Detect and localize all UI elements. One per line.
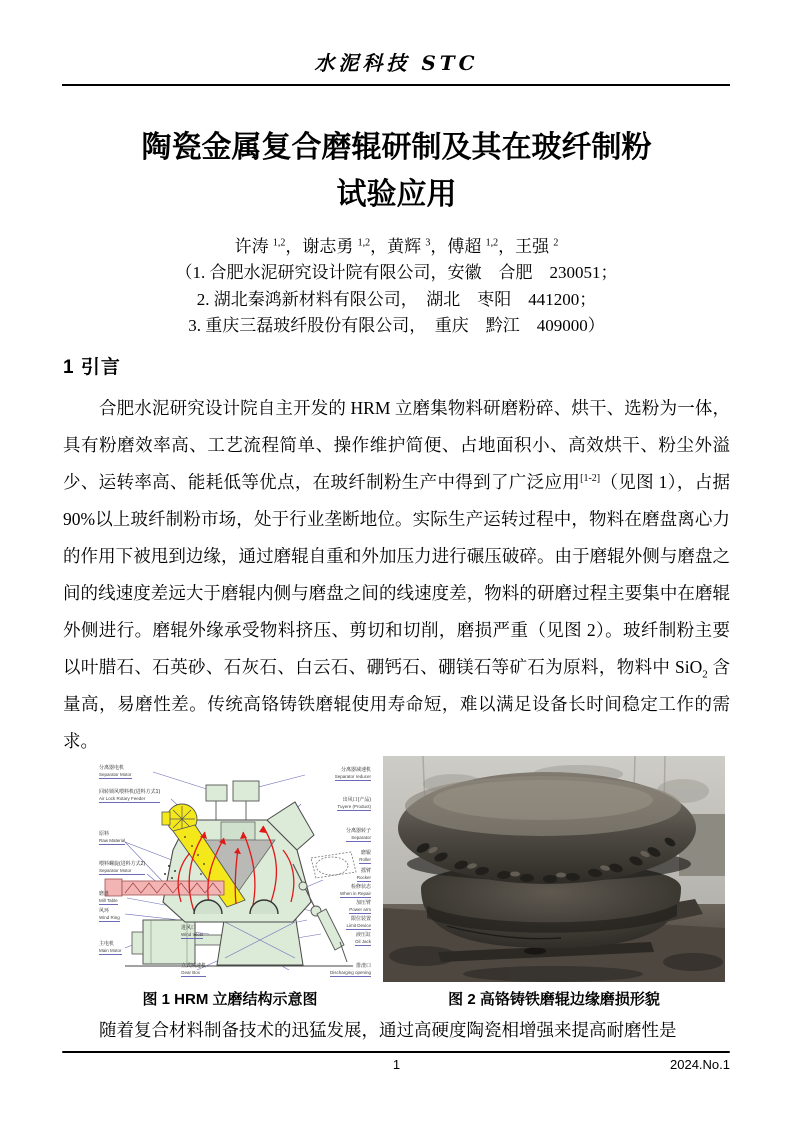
fig1-label-zh: 磨辊 [360, 850, 371, 856]
fig1-label-zh: 出风口(产品) [342, 797, 371, 803]
screw-feeder-shape [105, 879, 224, 896]
text-run: ，谢志勇 [285, 237, 358, 256]
tire-top-sheen [433, 780, 653, 820]
intro-paragraph-2: 随着复合材料制备技术的迅猛发展，通过高硬度陶瓷相增强来提高耐磨性是 [99, 1020, 677, 1040]
fig1-label-en: Raw Material [99, 837, 126, 843]
header-rule [62, 84, 730, 86]
affiliations [63, 260, 730, 340]
fig1-label-en: Roller [359, 856, 371, 862]
fig1-label-zh: 分离器转子 [345, 828, 371, 834]
superscript: 1,2 [357, 237, 371, 249]
separator-rotor-shape [221, 822, 255, 840]
worn-roller-photo-drawing [383, 756, 725, 982]
fig1-label-en: Air Lock Rotary Feeder [99, 795, 146, 801]
footer-rule [62, 1051, 730, 1053]
paper-title-line2: 试验应用 [336, 178, 457, 211]
fig1-label-en: Separator Motor [99, 867, 132, 873]
superscript: 3 [425, 237, 431, 249]
section-1-heading: 1 引言 [63, 357, 121, 378]
superscript: 1,2 [272, 237, 286, 249]
figure-1-hrm-mill-diagram [85, 762, 375, 980]
fig1-label-en: Discharging opening [329, 969, 371, 975]
paper-title-line1: 陶瓷金属复合磨辊研制及其在玻纤制粉 [141, 131, 652, 164]
fig1-label-en: Rocker [356, 874, 371, 880]
figure-2-worn-roller-photo [383, 756, 725, 982]
separator-reducer-shape [233, 781, 259, 801]
subscript: 2 [702, 668, 708, 681]
text-run: ，王强 [498, 237, 554, 256]
fig1-label-zh: 原料 [99, 831, 110, 837]
fig1-label-zh: 进风口 [181, 925, 197, 931]
hrm-mill-diagram-drawing [85, 762, 375, 980]
fig1-label-zh: 摇臂 [360, 868, 371, 874]
fig1-label-en: Limit Device [346, 922, 371, 928]
fig1-label-zh: 分离器减速机 [340, 767, 371, 773]
fig1-label-en: Separator Motor [99, 771, 132, 777]
text-run: ，黄辉 [370, 237, 426, 256]
fig1-label-zh: 液压缸 [355, 932, 371, 938]
fig1-label-en: Tuyere (Product) [337, 803, 371, 809]
superscript: [1-2] [580, 473, 601, 485]
fig1-label-zh: 检修状态 [350, 884, 371, 890]
affiliation-2: 2. 湖北秦鸿新材料有限公司， 湖北 枣阳 441200； [196, 289, 597, 309]
journal-header-title: 水泥科技 STC [314, 51, 479, 75]
fig1-label-zh: 回转锁风喂料机(进料方式1) [99, 789, 161, 795]
fig1-label-zh: 加压臂 [355, 900, 371, 906]
fig1-label-zh: 磨盘 [99, 891, 110, 897]
paper-title [63, 124, 730, 218]
affiliation-1: （1. 合肥水泥研究设计院有限公司，安徽 合肥 230051； [175, 263, 618, 282]
fig1-label-zh: 喂料螺旋(进料方式2) [99, 861, 146, 867]
drive-shaft-shape [195, 935, 223, 945]
fig1-label-en: When in Repair [339, 890, 371, 896]
fig1-label-en: Separator [351, 834, 371, 840]
fig1-label-zh: 排渣口 [355, 963, 371, 969]
superscript: 1,2 [485, 237, 499, 249]
fig1-label-en: Power arm [349, 906, 371, 912]
text-run: 含量高，易磨性差。传统高铬铸铁磨辊使用寿命短，难以满足设备长时间稳定工作的需求。 [63, 657, 731, 751]
text-run: 合肥水泥研究设计院自主开发的 HRM 立磨集物料研磨粉碎、烘干、选粉为一体，具有粉磨效率高、工艺流程简单、操作维护简便、占地面积小、高效烘干、粉尘外溢少、运转率高、能耗低等优点，在玻纤制粉生产中得到了广泛应用 [63, 398, 730, 492]
affiliation-3: 3. 重庆三磊玻纤股份有限公司， 重庆 黔江 409000） [188, 316, 605, 335]
text-run: （见图 1），占据 90%以上玻纤制粉市场，处于行业垄断地位。实际生产运转过程中，物料在磨盘离心力的作用下被甩到边缘，通过磨辊自重和外加压力进行碾压破碎。由于磨辊外侧与磨盘之间的线速度差远大于磨辊内侧与磨盘之间的线速度差，物料的研磨过程主要集中在磨辊外侧进行。磨辊外缘承受物料挤压、剪切和切削，磨损严重（见图 2）。玻纤制粉主要以叶腊石、石英砂、石灰石、白云石、硼钙石、硼镁石等矿石为原料，物料中 SiO [63, 472, 731, 677]
text-run: ，傅超 [430, 237, 486, 256]
fig1-label-en: Wind Inlets [181, 931, 204, 937]
fig1-label-zh: 限位装置 [350, 916, 371, 922]
fig1-label-en: Mill Table [99, 897, 118, 903]
superscript: 2 [553, 237, 559, 249]
fig1-label-en: Main Motor [99, 947, 122, 953]
page-number: 1 [392, 1057, 401, 1072]
figure-2-caption: 图 2 高铬铸铁磨辊边缘磨损形貌 [448, 991, 660, 1008]
fig1-label-zh: 主电机 [99, 941, 115, 947]
separator-motor-shape [206, 785, 227, 801]
issue-number: 2024.No.1 [670, 1057, 730, 1072]
fig1-label-zh: 风环 [99, 908, 110, 914]
figure-1-caption: 图 1 HRM 立磨结构示意图 [142, 991, 318, 1008]
fig1-label-zh: 立式减速机 [181, 963, 207, 969]
text-run: 许涛 [234, 237, 273, 256]
fig1-label-en: Gear Box [181, 969, 201, 975]
fig1-label-zh: 分离器电机 [99, 765, 125, 771]
fig1-label-en: Wind Ring [99, 914, 120, 920]
intro-paragraph-1 [63, 390, 730, 760]
authors-line [63, 232, 730, 257]
main-motor-shape [132, 920, 195, 964]
fig1-label-en: Oil Jack [354, 938, 371, 944]
fig1-label-en: Separator reducer [334, 773, 371, 779]
